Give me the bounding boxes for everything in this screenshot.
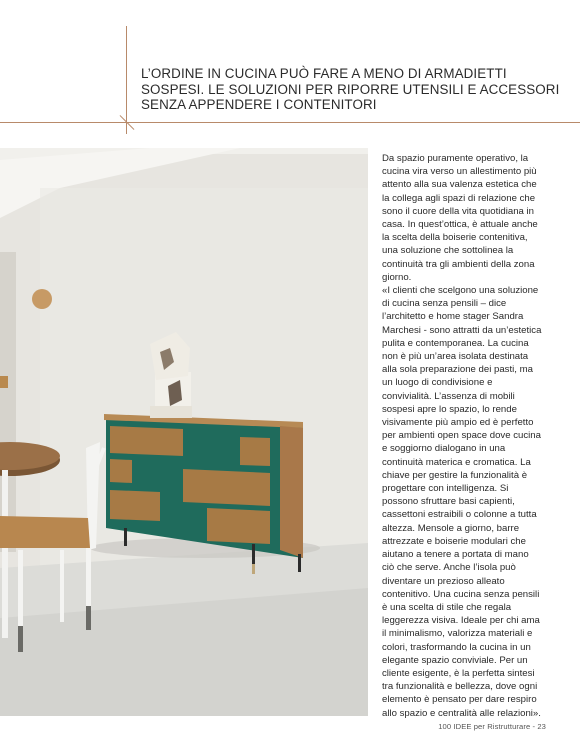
body-paragraph-2: «I clienti che scelgono una soluzione di cucina senza pensili – dice l’architetto e home stager Sandra Marchesi - sono attratti da un’estetica pulita e contemporanea. La cucina non è più un’area isolata destinata alla sola preparazione dei pasti, ma un luogo di condivisione e convivialità. L’assenza di mobili sospesi apre lo spazio, lo rende visivamente più ampio ed è perfetto per ambienti open space dove cucina e soggiorno dialogano in una continuità materica e cromatica. La chiave per gestire la funzionalità è progettare con intelligenza. Si possono sfruttare basi capienti, cassettoni estraibili o colonne a tutta altezza. Mensole a giorno, barre attrezzate e boiserie modulari che aiutano a tenere a portata di mano ciò che serve. Anche l’isola può diventare un prezioso alleato contenitivo. Una cucina senza pensili è una scelta di stile che regala leggerezza visiva. Ideale per chi ama il minimalismo, valorizza materiali e colori, trasformando la cucina in un elegante spazio conviviale. Per un cliente esigente, è la perfetta sintesi tra funzionalità e bellezza, dove ogni elemento è pensato per dare respiro allo spazio e centralità alle relazioni». <box>382 285 542 719</box>
article-heading: L’ORDINE IN CUCINA PUÒ FARE A MENO DI ARMADIETTI SOSPESI. LE SOLUZIONI PER RIPORRE UTENSILI E ACCESSORI SENZA APPENDERE I CONTENITORI <box>141 66 560 112</box>
article-body <box>382 152 542 720</box>
interior-photo <box>0 148 368 716</box>
body-paragraph-1: Da spazio puramente operativo, la cucina vira verso un allestimento più attento alla sua valenza estetica che la collega agli spazi di relazione che sono il cuore della vita quotidiana in casa. In quest’ottica, è attuale anche la scelta della boiserie contenitiva, una soluzione che sottolinea la continuità tra gli ambienti della zona giorno. <box>382 153 538 283</box>
decorative-horizontal-rule <box>0 122 580 123</box>
decorative-vertical-rule <box>126 26 127 134</box>
page-folio: 100 IDEE per Ristrutturare - 23 <box>438 722 546 731</box>
